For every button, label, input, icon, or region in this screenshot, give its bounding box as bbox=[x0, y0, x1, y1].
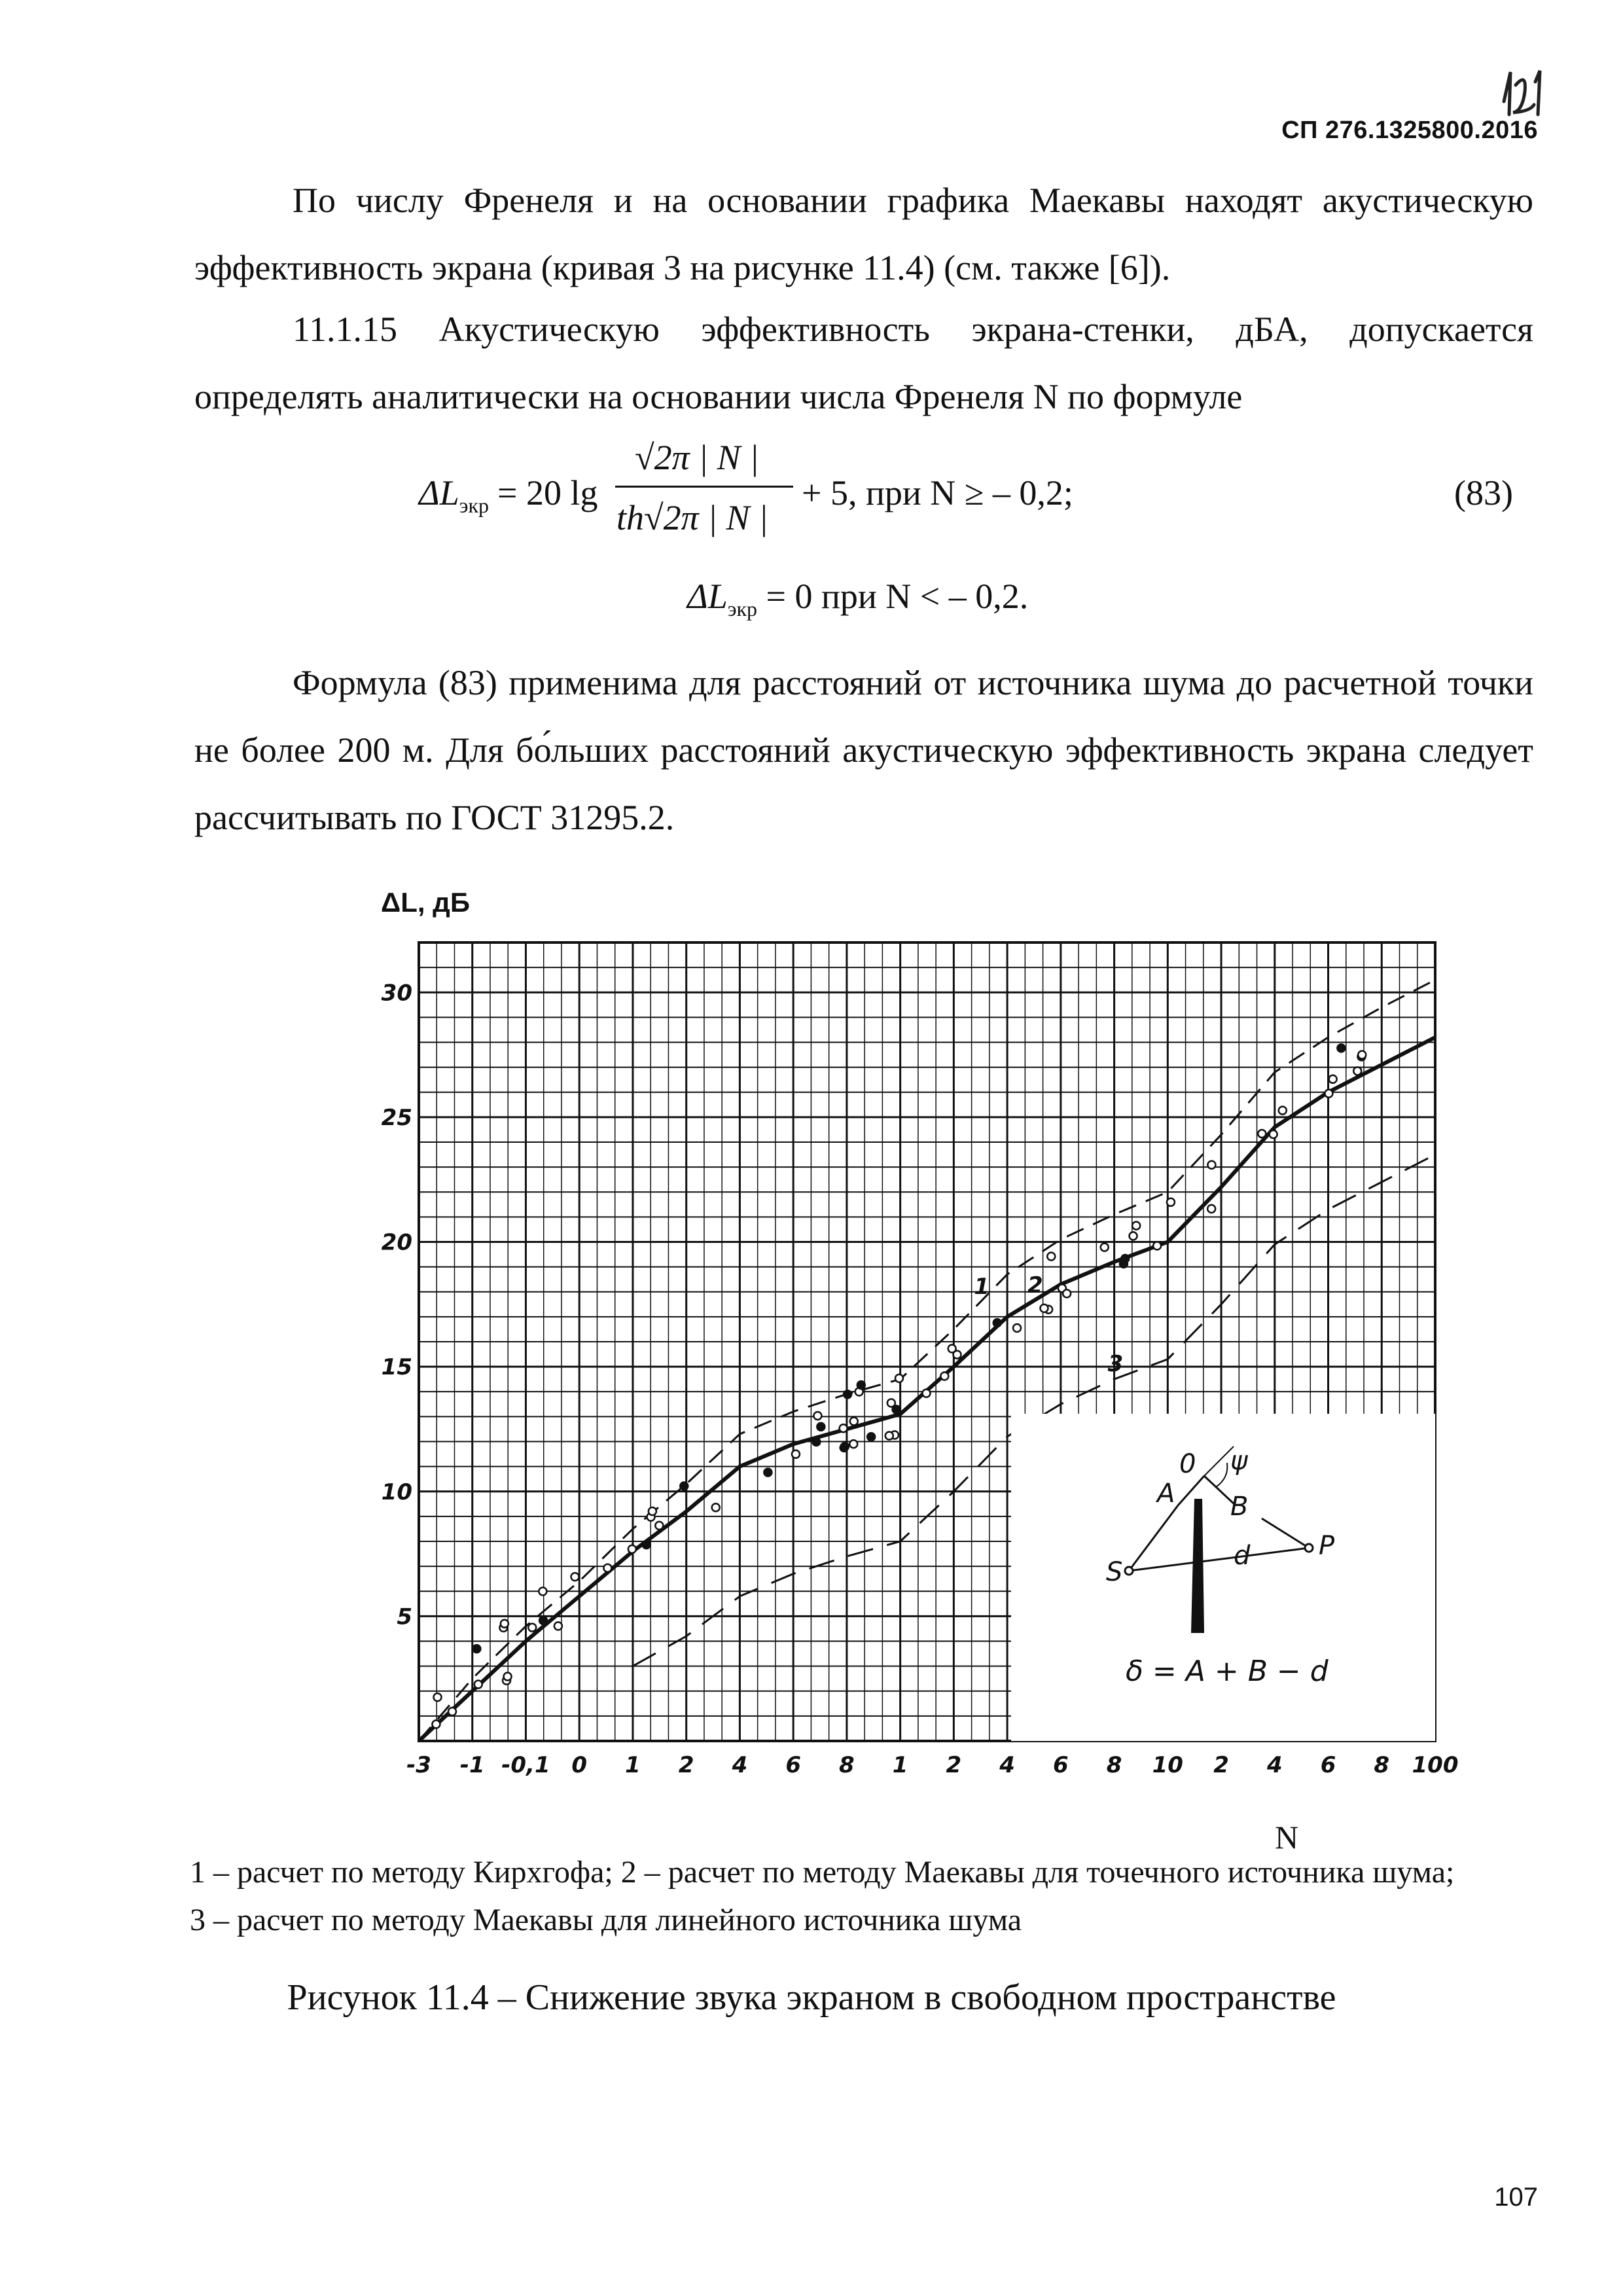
measurement-point bbox=[433, 1693, 441, 1701]
inset-background bbox=[1011, 1414, 1435, 1741]
measurement-point bbox=[1353, 1067, 1361, 1075]
y-tick-labels bbox=[382, 980, 412, 1630]
measurement-point bbox=[1279, 1107, 1287, 1115]
measurement-point bbox=[1167, 1198, 1175, 1206]
formula2-rhs: = 0 при N < – 0,2. bbox=[766, 577, 1029, 616]
measurement-point bbox=[539, 1587, 546, 1595]
measurement-point bbox=[1270, 1130, 1277, 1138]
y-axis-label: ΔL, дБ bbox=[381, 887, 471, 918]
measurement-point bbox=[1207, 1161, 1215, 1169]
x-axis-label: N bbox=[1275, 1819, 1299, 1856]
y-tick-label: 15 bbox=[381, 1354, 412, 1381]
x-tick-label: 4 bbox=[999, 1752, 1015, 1778]
inset-label-d: d bbox=[1234, 1541, 1251, 1571]
measurement-point bbox=[993, 1319, 1001, 1327]
measurement-point bbox=[1013, 1324, 1021, 1332]
measurement-point bbox=[840, 1444, 848, 1452]
paragraph-formula-applicability: Формула (83) применима для расстояний от источника шума до расчетной точки не более 200 м. Для бо́льших расстояний акустическую эффективность экрана следует рассчитывать по ГОСТ 31295.2. bbox=[194, 663, 1533, 837]
measurement-point bbox=[1153, 1242, 1161, 1249]
measurement-point bbox=[539, 1617, 547, 1624]
fraction-bar bbox=[615, 486, 793, 488]
x-tick-label: -1 bbox=[459, 1752, 485, 1778]
x-tick-label: 2 bbox=[678, 1752, 694, 1778]
y-tick-label: 30 bbox=[381, 980, 412, 1007]
formula-number: (83) bbox=[1454, 473, 1513, 512]
inset-formula: δ = A + B − d bbox=[1126, 1655, 1329, 1688]
y-tick-label: 25 bbox=[381, 1104, 412, 1131]
measurement-point bbox=[1207, 1205, 1215, 1213]
x-tick-label: 1 bbox=[625, 1752, 641, 1778]
formula-denominator: th√2π | N | bbox=[616, 498, 768, 537]
noise-reduction-chart bbox=[353, 877, 1459, 1787]
figure-caption: Рисунок 11.4 – Снижение звука экраном в свободном пространстве bbox=[287, 1977, 1336, 2018]
measurement-point bbox=[1258, 1130, 1266, 1138]
formula-eq: = 20 lg bbox=[497, 473, 598, 512]
measurement-point bbox=[840, 1424, 847, 1432]
inset-label-s: S bbox=[1106, 1557, 1123, 1587]
measurement-point bbox=[603, 1564, 611, 1572]
measurement-point bbox=[1325, 1090, 1332, 1098]
measurement-point bbox=[448, 1708, 456, 1715]
measurement-point bbox=[922, 1390, 930, 1397]
inset-label-b: B bbox=[1230, 1492, 1249, 1522]
measurement-point bbox=[501, 1620, 508, 1628]
measurement-point bbox=[473, 1645, 480, 1653]
y-tick-label: 20 bbox=[381, 1229, 412, 1256]
x-tick-label: 4 bbox=[1266, 1752, 1283, 1778]
page-number: 107 bbox=[1494, 2183, 1538, 2212]
measurement-point bbox=[948, 1345, 956, 1353]
document-code: СП 276.1325800.2016 bbox=[1281, 117, 1538, 144]
inset-label-a: A bbox=[1157, 1479, 1175, 1509]
measurement-point bbox=[885, 1432, 893, 1440]
measurement-point bbox=[655, 1522, 663, 1530]
measurement-point bbox=[1101, 1244, 1109, 1251]
measurement-point bbox=[867, 1433, 875, 1441]
paragraph-fresnel-maekawa: По числу Френеля и на основании графика Маекавы находят акустическую эффективность экрана (кривая 3 на рисунке 11.4) (см. также [6]). bbox=[194, 181, 1533, 287]
formula-numerator: √2π | N | bbox=[635, 438, 759, 477]
measurement-point bbox=[849, 1440, 857, 1448]
measurement-point bbox=[628, 1545, 636, 1553]
formula-second bbox=[687, 576, 1028, 621]
measurement-point bbox=[940, 1372, 948, 1380]
measurement-point bbox=[857, 1381, 865, 1389]
measurement-point bbox=[1040, 1304, 1048, 1312]
measurement-point bbox=[571, 1573, 579, 1581]
x-tick-label: 6 bbox=[1053, 1752, 1069, 1778]
x-tick-label: 2 bbox=[1213, 1752, 1229, 1778]
x-tick-label: 8 bbox=[1106, 1752, 1122, 1778]
measurement-point bbox=[680, 1482, 688, 1490]
measurement-point bbox=[764, 1469, 772, 1477]
measurement-point bbox=[817, 1423, 825, 1431]
measurement-point bbox=[1063, 1289, 1071, 1297]
legend-line-1: 1 – расчет по методу Кирхгофа; 2 – расчет по методу Маекавы для точечного источника шума; bbox=[190, 1855, 1455, 1890]
y-tick-label: 5 bbox=[397, 1604, 412, 1630]
x-tick-labels bbox=[406, 1752, 1458, 1778]
inset-label-psi: ψ bbox=[1230, 1446, 1248, 1476]
measurement-point bbox=[504, 1672, 512, 1680]
formula2-lhs: ΔL bbox=[687, 577, 728, 616]
measurement-point bbox=[893, 1405, 901, 1413]
inset-diagram bbox=[1011, 1414, 1435, 1741]
measurement-point bbox=[554, 1622, 562, 1630]
measurement-point bbox=[850, 1418, 858, 1426]
measurement-point bbox=[844, 1390, 851, 1398]
measurement-point bbox=[474, 1680, 482, 1688]
x-tick-label: 100 bbox=[1412, 1752, 1459, 1778]
measurement-point bbox=[643, 1541, 651, 1549]
measurement-point bbox=[1329, 1075, 1337, 1083]
formula-lhs: ΔL bbox=[419, 473, 459, 512]
measurement-point bbox=[895, 1374, 903, 1382]
x-tick-label: -0,1 bbox=[501, 1752, 550, 1778]
measurement-point bbox=[1337, 1044, 1345, 1052]
measurement-point bbox=[792, 1450, 800, 1458]
x-tick-label: 8 bbox=[839, 1752, 855, 1778]
x-tick-label: 0 bbox=[571, 1752, 588, 1778]
measurement-point bbox=[1358, 1051, 1366, 1059]
measurement-point bbox=[712, 1503, 720, 1511]
x-tick-label: 8 bbox=[1374, 1752, 1390, 1778]
formula-lhs-sub: экр bbox=[459, 493, 490, 517]
paragraph-11-1-15: 11.1.15 Акустическую эффективность экрана-стенки, дБА, допускается определять аналитически на основании числа Френеля N по формуле bbox=[194, 310, 1533, 416]
x-tick-label: 2 bbox=[946, 1752, 962, 1778]
measurement-point bbox=[649, 1507, 656, 1515]
curve-label-3: 3 bbox=[1107, 1351, 1124, 1378]
x-tick-label: 6 bbox=[1320, 1752, 1336, 1778]
formula-83 bbox=[419, 439, 1139, 550]
x-tick-label: 10 bbox=[1152, 1752, 1183, 1778]
handwritten-page-number bbox=[1491, 65, 1550, 124]
x-tick-label: 6 bbox=[785, 1752, 801, 1778]
curve-label-1: 1 bbox=[974, 1274, 990, 1300]
measurement-point bbox=[528, 1624, 536, 1632]
x-tick-label: 1 bbox=[892, 1752, 908, 1778]
inset-source-point bbox=[1125, 1567, 1133, 1575]
measurement-point bbox=[1130, 1232, 1137, 1240]
measurement-point bbox=[1132, 1222, 1140, 1230]
inset-label-p: P bbox=[1319, 1531, 1335, 1561]
measurement-point bbox=[432, 1720, 440, 1728]
curve-label-2: 2 bbox=[1027, 1272, 1043, 1299]
inset-receiver-point bbox=[1305, 1544, 1313, 1552]
x-tick-label: -3 bbox=[406, 1752, 431, 1778]
measurement-point bbox=[813, 1412, 821, 1420]
x-tick-label: 4 bbox=[732, 1752, 748, 1778]
measurement-point bbox=[1047, 1253, 1055, 1261]
y-tick-label: 10 bbox=[381, 1479, 412, 1505]
formula2-lhs-sub: экр bbox=[727, 596, 758, 620]
formula-tail: + 5, при N ≥ – 0,2; bbox=[802, 473, 1073, 512]
inset-label-o: 0 bbox=[1179, 1449, 1196, 1479]
legend-line-2: 3 – расчет по методу Маекавы для линейного источника шума bbox=[190, 1903, 1022, 1937]
measurement-point bbox=[812, 1438, 820, 1446]
measurement-point bbox=[1121, 1255, 1129, 1263]
